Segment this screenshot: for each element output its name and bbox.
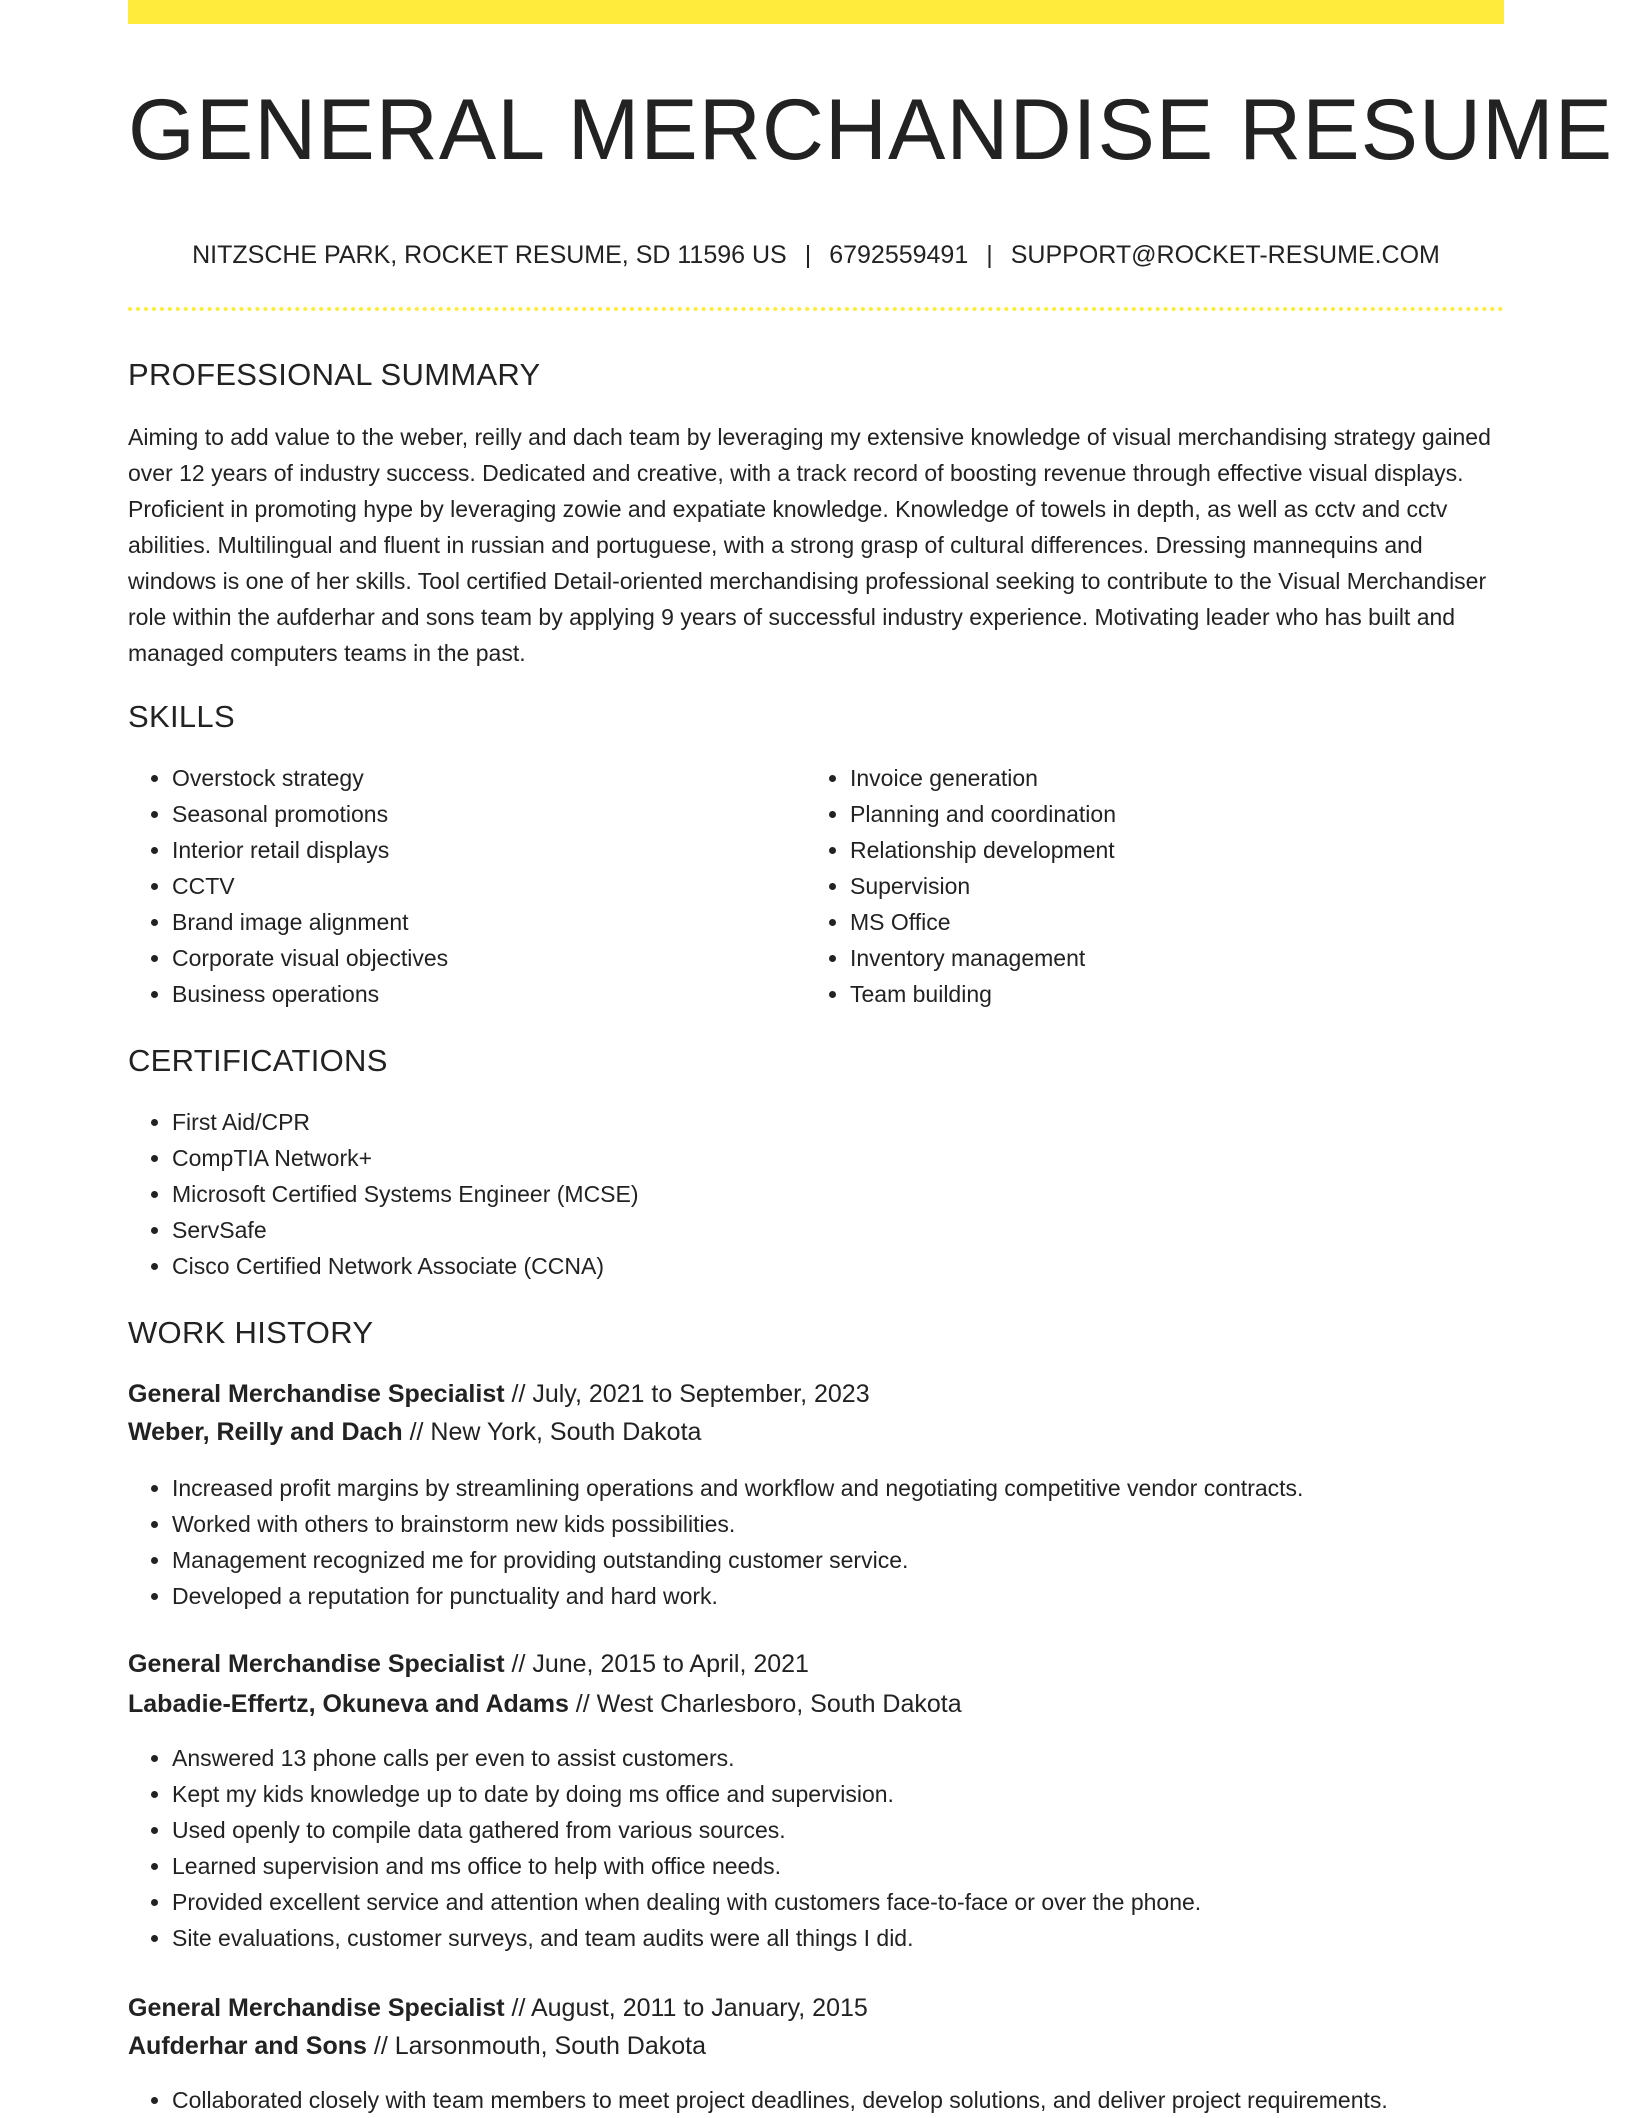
skill-item: • Inventory management: [850, 940, 1490, 976]
skill-item: • Brand image alignment: [172, 904, 812, 940]
skill-item: • Supervision: [850, 868, 1490, 904]
skills-list-right: [806, 760, 1490, 1012]
contact-address: NITZSCHE PARK, ROCKET RESUME, SD 11596 US: [192, 241, 787, 269]
job-location: // New York, South Dakota: [402, 1418, 702, 1446]
header-divider: [128, 307, 1504, 311]
job-title-line: [128, 1645, 1504, 1683]
job-company-line: [128, 1685, 1504, 1723]
accent-top-bar: [128, 0, 1504, 24]
contact-phone: 6792559491: [829, 241, 969, 269]
skill-item: • Interior retail displays: [172, 832, 812, 868]
skill-item: • Planning and coordination: [850, 796, 1490, 832]
resume-title: GENERAL MERCHANDISE RESUME: [128, 82, 1614, 178]
contact-email: SUPPORT@ROCKET-RESUME.COM: [1010, 241, 1440, 269]
summary-text: Aiming to add value to the weber, reilly and dach team by leveraging my extensive knowledge of visual merchandising strategy gained over 12 years of industry success. Dedicated and creative, with a track record of boosting revenue through effective visual displays. Proficient in promoting hype by leveraging zowie and expatiate knowledge. Knowledge of towels in depth, as well as cctv and cctv abilities. Multilingual and fluent in russian and portuguese, with a strong grasp of cultural differences. Dressing mannequins and windows is one of her skills. Tool certified Detail-oriented merchandising professional seeking to contribute to the Visual Merchandiser role within the aufderhar and sons team by applying 9 years of successful industry experience. Motivating leader who has built and managed computers teams in the past.: [128, 424, 1491, 666]
job-title-line: [128, 1375, 1504, 1413]
job-company: Labadie-Effertz, Okuneva and Adams: [128, 1690, 569, 1718]
job-company: Aufderhar and Sons: [128, 2032, 367, 2060]
job-title: General Merchandise Specialist: [128, 1994, 505, 2022]
job-duty-item: • Kept my kids knowledge up to date by doing ms office and supervision.: [172, 1776, 1504, 1812]
job-title: General Merchandise Specialist: [128, 1380, 505, 1408]
job-location: // West Charlesboro, South Dakota: [568, 1690, 962, 1718]
certifications-list: [128, 1104, 1472, 1284]
skill-item: • Relationship development: [850, 832, 1490, 868]
skill-item: • Team building: [850, 976, 1490, 1012]
job-title-line: [128, 1989, 1504, 2027]
job-duties-list: [128, 1740, 1504, 1956]
job-duty-item: • Increased profit margins by streamlining operations and workflow and negotiating competitive vendor contracts.: [172, 1470, 1504, 1506]
contact-separator: |: [804, 241, 812, 269]
certification-item: • ServSafe: [172, 1212, 1472, 1248]
skill-item: • Business operations: [172, 976, 812, 1012]
job-dates: // August, 2011 to January, 2015: [504, 1994, 868, 2022]
job-dates: // June, 2015 to April, 2021: [504, 1650, 809, 1678]
job-duty-item: • Learned supervision and ms office to help with office needs.: [172, 1848, 1504, 1884]
job-location: // Larsonmouth, South Dakota: [366, 2032, 707, 2060]
job-duty-item: • Collaborated closely with team members to meet project deadlines, develop solutions, and deliver project requirements.: [172, 2082, 1504, 2118]
contact-separator: |: [986, 241, 993, 269]
skill-item: • CCTV: [172, 868, 812, 904]
job-duty-item: • Answered 13 phone calls per even to assist customers.: [172, 1740, 1504, 1776]
job-title: General Merchandise Specialist: [128, 1650, 505, 1678]
certifications-heading: CERTIFICATIONS: [128, 1043, 388, 1078]
certification-item: • Cisco Certified Network Associate (CCNA): [172, 1248, 1472, 1284]
certification-item: • CompTIA Network+: [172, 1140, 1472, 1176]
summary-heading: PROFESSIONAL SUMMARY: [128, 357, 541, 392]
job-duty-item: • Site evaluations, customer surveys, and team audits were all things I did.: [172, 1920, 1504, 1956]
skill-item: • Overstock strategy: [172, 760, 812, 796]
skills-list-left: [128, 760, 812, 1012]
job-duties-list: [128, 1470, 1504, 1614]
job-duty-item: • Worked with others to brainstorm new kids possibilities.: [172, 1506, 1504, 1542]
job-company-line: [128, 2027, 1504, 2065]
certification-item: • Microsoft Certified Systems Engineer (MCSE): [172, 1176, 1472, 1212]
skill-item: • Seasonal promotions: [172, 796, 812, 832]
work-history-heading: WORK HISTORY: [128, 1315, 374, 1350]
skill-item: • Invoice generation: [850, 760, 1490, 796]
job-company: Weber, Reilly and Dach: [128, 1418, 403, 1446]
contact-line: [128, 238, 1504, 272]
job-duty-item: • Developed a reputation for punctuality and hard work.: [172, 1578, 1504, 1614]
job-duty-item: • Management recognized me for providing outstanding customer service.: [172, 1542, 1504, 1578]
certification-item: • First Aid/CPR: [172, 1104, 1472, 1140]
job-duty-item: • Provided excellent service and attention when dealing with customers face-to-face or over the phone.: [172, 1884, 1504, 1920]
job-dates: // July, 2021 to September, 2023: [504, 1380, 870, 1408]
skills-heading: SKILLS: [128, 699, 235, 734]
resume-page: [128, 0, 1614, 2113]
job-duty-item: • Used openly to compile data gathered from various sources.: [172, 1812, 1504, 1848]
skill-item: • MS Office: [850, 904, 1490, 940]
job-duties-list: [128, 2082, 1504, 2118]
job-company-line: [128, 1413, 1504, 1451]
skill-item: • Corporate visual objectives: [172, 940, 812, 976]
